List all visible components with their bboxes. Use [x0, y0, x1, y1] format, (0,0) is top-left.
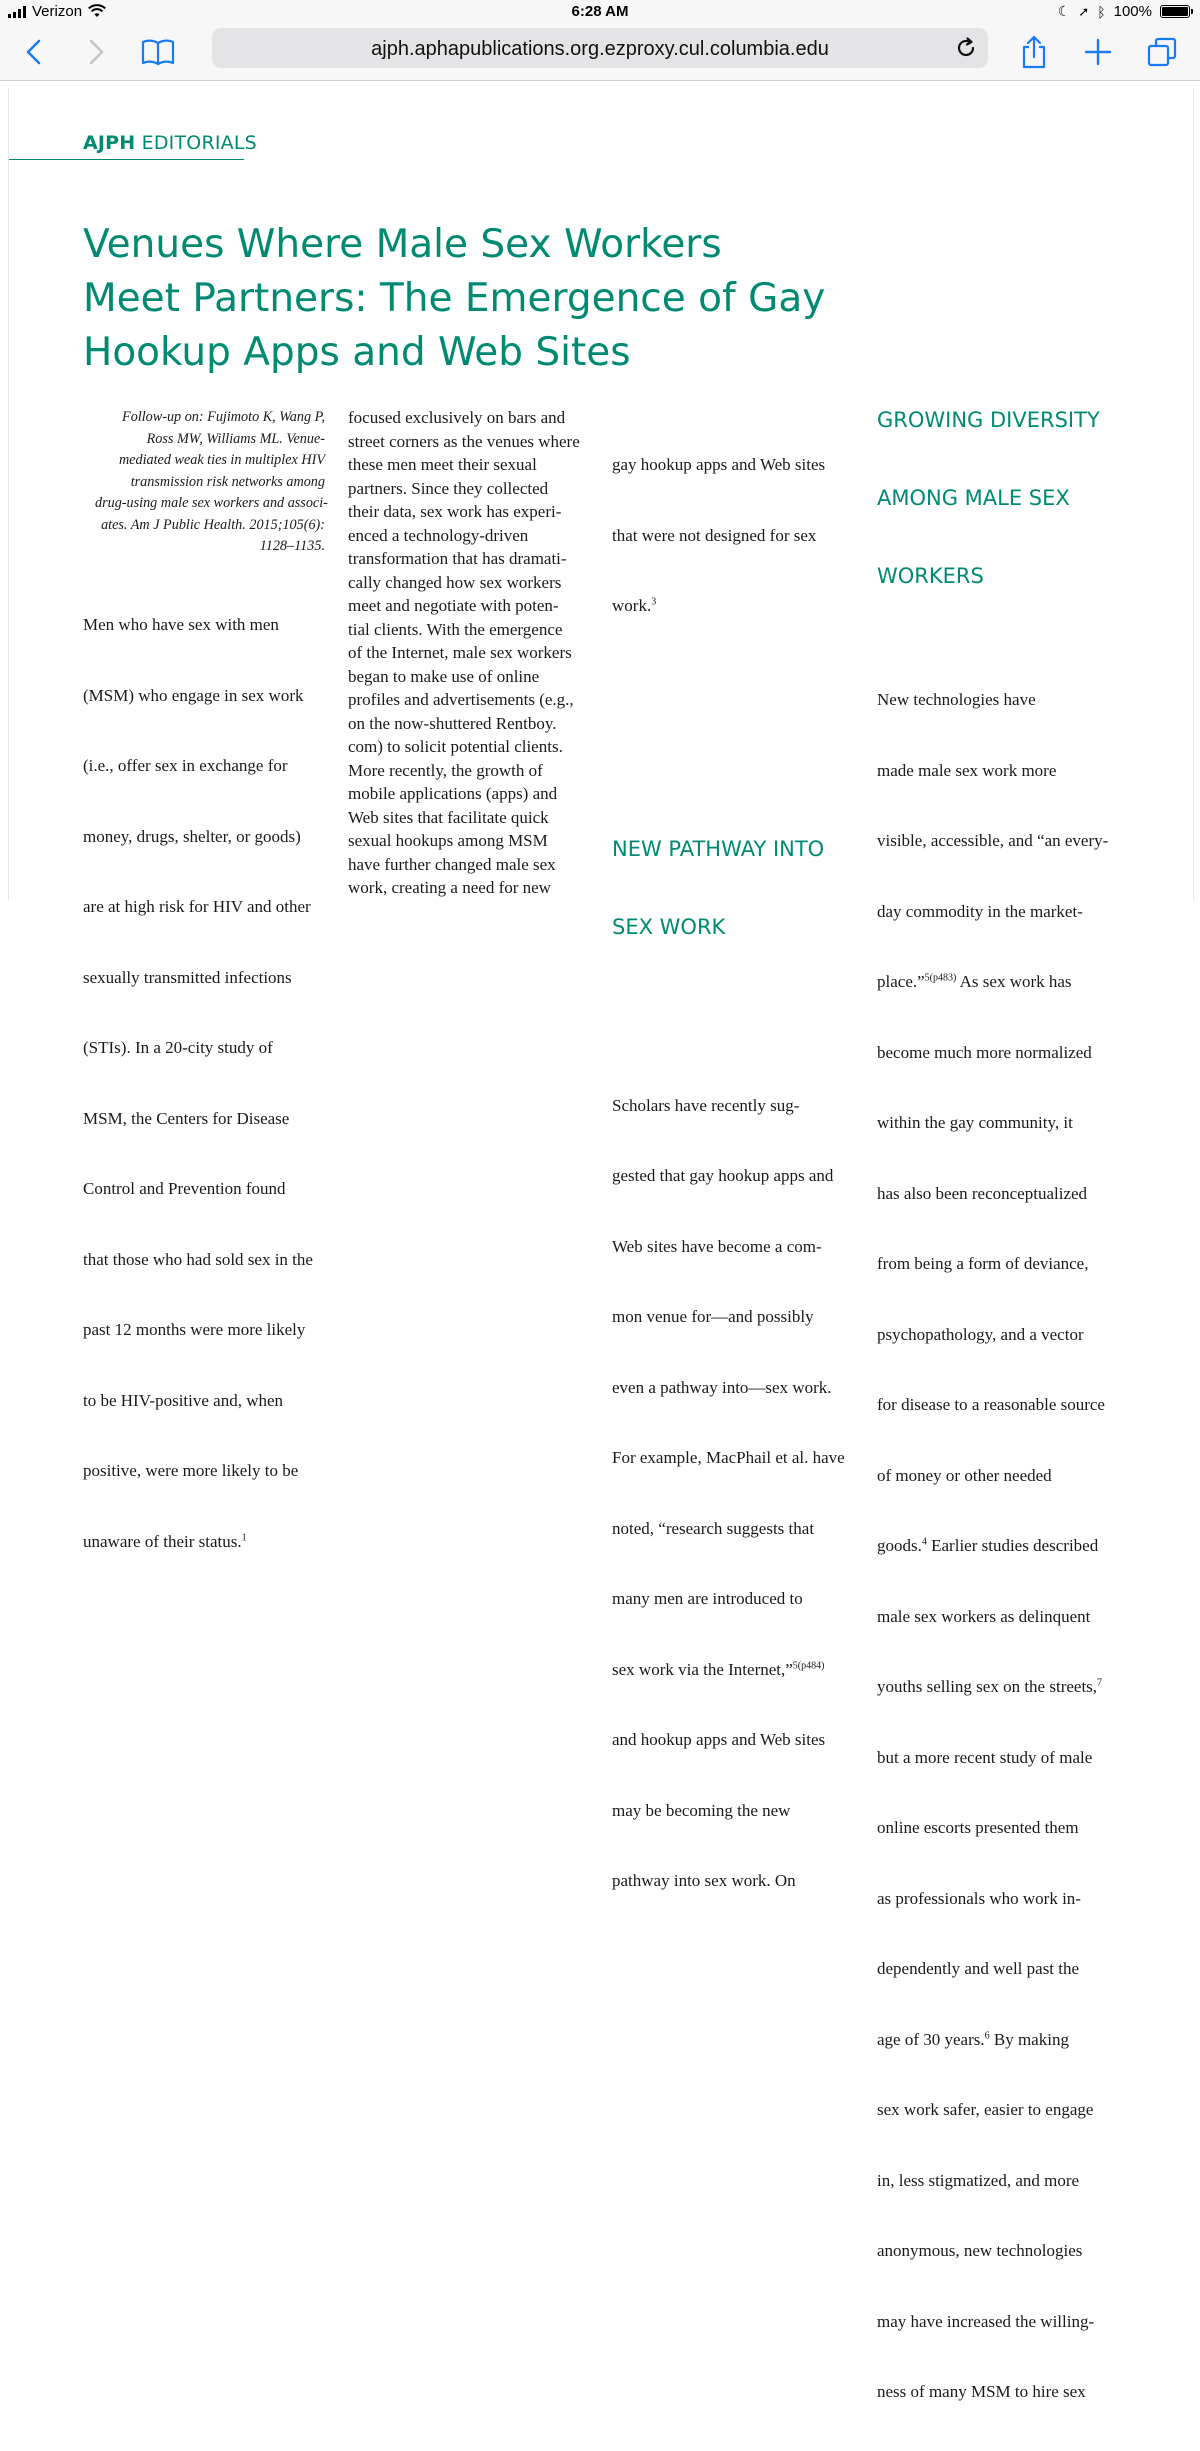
body-line: are at high risk for HIV and other [83, 897, 311, 916]
followup-line: Ross MW, Williams ML. Venue- [146, 430, 325, 447]
tabs-icon[interactable] [1142, 32, 1182, 72]
body-line: these men meet their sexual [348, 455, 537, 474]
footnote-ref: 5(p483) [924, 972, 957, 984]
column-4 [877, 308, 1133, 2451]
body-line: as professionals who work in- [877, 1888, 1081, 1908]
body-line: gested that gay hookup apps and [612, 1166, 834, 1185]
body-line: may be becoming the new [612, 1800, 791, 1820]
body-line: of the Internet, male sex workers [348, 643, 572, 662]
body-line: their data, sex work has experi- [348, 502, 562, 521]
forward-chevron-icon[interactable] [76, 32, 116, 72]
body-line: pathway into sex work. On [612, 1871, 796, 1890]
body-line: sexually transmitted infections [83, 967, 292, 987]
body-line: but a more recent study of male [877, 1747, 1093, 1767]
body-line: Control and Prevention found [83, 1179, 286, 1198]
section-heading-new-pathway: NEW PATHWAY INTO SEX WORK [612, 836, 825, 939]
new-tab-plus-icon[interactable] [1078, 32, 1118, 72]
body-line: began to make use of online [348, 666, 540, 686]
body-line: within the gay community, it [877, 1113, 1073, 1132]
body-line: on the now-shuttered Rentboy. [348, 713, 557, 733]
moon-icon: ☾ [1057, 3, 1071, 19]
carrier-label: Verizon [32, 3, 83, 20]
section-heading-growing-diversity: GROWING DIVERSITY AMONG MALE SEX WORKERS [877, 408, 1100, 588]
article-page [8, 88, 1194, 2401]
body-line: psychopathology, and a vector [877, 1324, 1084, 1344]
body-line: money, drugs, shelter, or goods) [83, 826, 301, 846]
body-line: sex work via the Internet,”$^{5(p484)}$ [612, 1659, 825, 1679]
body-line: online escorts presented them [877, 1818, 1079, 1837]
body-line: dependently and well past the [877, 1959, 1080, 1978]
followup-citation [95, 407, 328, 558]
body-line: in, less stigmatized, and more [877, 2170, 1080, 2190]
body-line: from being a form of deviance, [877, 1254, 1089, 1273]
title-line: Venues Where Male Sex Workers [83, 222, 722, 267]
body-line: positive, were more likely to be [83, 1461, 299, 1480]
body-line: goods.$^4$ Earlier studies described [877, 1536, 1099, 1555]
body-line: many men are introduced to [612, 1589, 803, 1608]
status-bar [0, 0, 1200, 24]
body-line: unaware of their status.$^1$ [83, 1531, 247, 1551]
body-line: gay hookup apps and Web sites [612, 455, 826, 474]
location-arrow-icon: ➚ [1078, 3, 1090, 19]
article-title [83, 218, 883, 380]
back-chevron-icon[interactable] [14, 32, 54, 72]
body-line: sex work safer, easier to engage [877, 2100, 1094, 2119]
body-line: (MSM) who engage in sex work [83, 685, 304, 705]
kicker-divider [9, 159, 244, 160]
bookmarks-icon[interactable] [138, 32, 178, 72]
body-line: Web sites have become a com- [612, 1236, 822, 1256]
footnote-ref: 3 [651, 596, 657, 608]
body-line: that those who had sold sex in the [83, 1249, 313, 1269]
body-line: of money or other needed [877, 1465, 1052, 1485]
body-line: may have increased the willing- [877, 2311, 1095, 2331]
body-line: that were not designed for sex [612, 525, 817, 545]
body-line: enced a technology-driven [348, 525, 529, 545]
column-2 [348, 406, 596, 900]
body-line: meet and negotiate with poten- [348, 596, 559, 615]
body-line: age of 30 years.$^6$ By making [877, 2029, 1069, 2049]
body-line: tial clients. With the emergence [348, 619, 563, 639]
body-line: transformation that has dramati- [348, 549, 567, 568]
clock: 6:28 AM [571, 3, 629, 20]
title-line: Meet Partners: The Emergence of Gay [83, 276, 826, 321]
body-line: profiles and advertisements (e.g., [348, 690, 574, 709]
battery-percent: 100% [1113, 3, 1152, 20]
address-bar[interactable] [212, 28, 988, 68]
body-line: past 12 months were more likely [83, 1320, 306, 1339]
body-line: cally changed how sex workers [348, 572, 562, 592]
body-line: noted, “research suggests that [612, 1518, 815, 1538]
body-line: work.$^3$ [612, 596, 657, 615]
body-line: become much more normalized [877, 1042, 1092, 1062]
body-line: male sex workers as delinquent [877, 1606, 1091, 1626]
body-line: and hookup apps and Web sites [612, 1730, 826, 1749]
body-line: mon venue for—and possibly [612, 1307, 814, 1326]
body-line: More recently, the growth of [348, 760, 543, 780]
section-kicker: AJPH EDITORIALS [83, 132, 257, 154]
title-line: Hookup Apps and Web Sites [83, 330, 631, 375]
body-line: For example, MacPhail et al. have [612, 1448, 845, 1467]
url-text: ajph.aphapublications.org.ezproxy.cul.columbia.edu [371, 38, 829, 60]
body-line: has also been reconceptualized [877, 1183, 1088, 1203]
browser-toolbar [0, 24, 1200, 81]
body-line: to be HIV-positive and, when [83, 1390, 284, 1410]
body-line: street corners as the venues where [348, 431, 580, 451]
followup-line: drug-using male sex workers and associ- [95, 495, 328, 511]
body-line: Men who have sex with men [83, 615, 279, 634]
body-line: anonymous, new technologies [877, 2241, 1083, 2260]
footnote-ref: 7 [1097, 1677, 1103, 1689]
footnote-ref: 4 [921, 1536, 927, 1548]
body-line: partners. Since they collected [348, 478, 549, 498]
column-1 [83, 566, 331, 1600]
body-line: (STIs). In a 20-city study of [83, 1038, 273, 1057]
body-line: have further changed male sex [348, 854, 556, 874]
body-line: even a pathway into—sex work. [612, 1377, 832, 1397]
body-line: com) to solicit potential clients. [348, 737, 563, 756]
share-icon[interactable] [1014, 32, 1054, 72]
body-line: New technologies have [877, 690, 1036, 709]
followup-line: ates. Am J Public Health. 2015;105(6): [101, 516, 325, 533]
followup-line: transmission risk networks among [130, 473, 325, 490]
column-3 [612, 406, 860, 1940]
body-line: sexual hookups among MSM [348, 831, 548, 850]
body-line: visible, accessible, and “an every- [877, 831, 1109, 850]
footnote-ref: 1 [241, 1531, 247, 1543]
reload-icon[interactable] [954, 36, 978, 60]
body-line: place.”$^{5(p483)}$ As sex work has [877, 972, 1072, 991]
body-line: Web sites that facilitate quick [348, 807, 549, 827]
followup-line: 1128–1135. [259, 538, 325, 554]
body-line: ness of many MSM to hire sex [877, 2382, 1086, 2401]
body-line: made male sex work more [877, 760, 1057, 780]
footnote-ref: 5(p484) [792, 1659, 825, 1671]
body-line: day commodity in the market- [877, 901, 1083, 921]
followup-line: Follow-up on: Fujimoto K, Wang P, [122, 409, 325, 425]
footnote-ref: 6 [984, 2029, 990, 2041]
body-line: for disease to a reasonable source [877, 1395, 1105, 1414]
bluetooth-icon: ᛒ [1097, 3, 1106, 20]
body-line: work, creating a need for new [348, 878, 551, 897]
followup-line: mediated weak ties in multiplex HIV [118, 452, 325, 468]
body-line: youths selling sex on the streets,$^7$ [877, 1677, 1103, 1696]
body-line: mobile applications (apps) and [348, 784, 558, 803]
body-line: (i.e., offer sex in exchange for [83, 756, 288, 775]
body-line: Scholars have recently sug- [612, 1095, 800, 1115]
body-line: MSM, the Centers for Disease [83, 1108, 290, 1128]
battery-icon [1160, 5, 1190, 18]
body-line: focused exclusively on bars and [348, 408, 566, 427]
